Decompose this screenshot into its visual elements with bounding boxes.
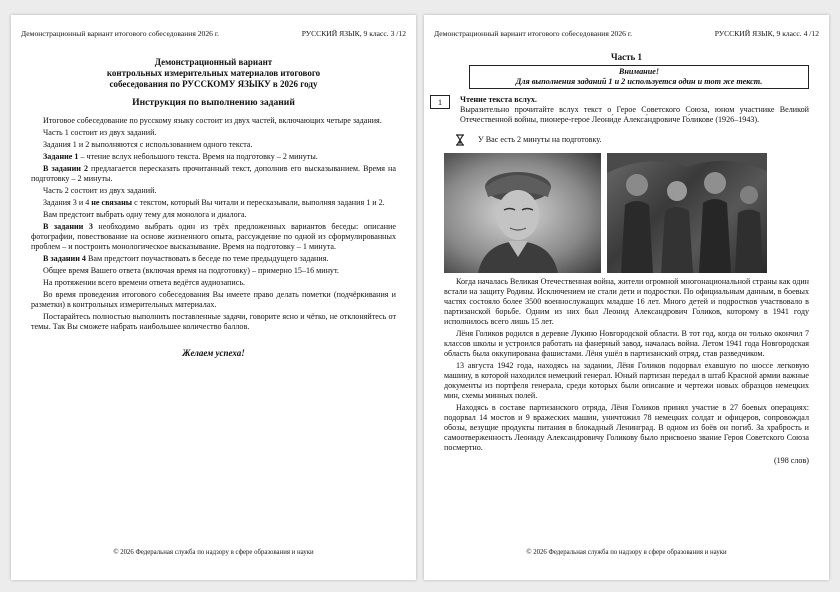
- paragraph-text: необходимо выбрать один из трёх предложенных вариантов беседы: описание фотографии, повествование на основе жизненного опыта, рассуждение по одной из сформулированных проблем – и построить монологическое высказывание. Время на подготовку – 1 минута.: [31, 222, 396, 251]
- paragraph: Итоговое собеседование по русскому языку состоит из двух частей, включающих четыре задания.: [43, 116, 382, 125]
- document-title: [31, 57, 396, 90]
- page-header: [21, 29, 406, 38]
- part-title: Часть 1: [610, 52, 643, 62]
- paragraph-task-1: [31, 152, 396, 162]
- photo-row: [444, 153, 809, 273]
- bold-term: В задании 3: [43, 222, 93, 231]
- text-paragraph: 13 августа 1942 года, находясь на задании, Лёня Голиков подорвал ехавшую по шоссе легковую машину, в которой находился немецкий генерал. Юный партизан передал в штаб Красной армии важные документы из портфеля генерала, среди которых были описание и чертежи новых образцов немецких мин, схемы минных полей.: [444, 361, 809, 400]
- bold-term: Задание 1: [43, 152, 79, 161]
- partisans-figures: [607, 153, 767, 273]
- bold-term: не связаны: [91, 198, 133, 207]
- task-content: [460, 95, 809, 127]
- text-paragraph: Когда началась Великая Отечественная война, жители огромной многонациональной страны как один встали на защиту Родины. Исключением не стали дети и подростки. По официальным данным, в боевых частях состояло более 3500 военнослужащих младше 16 лет. Много детей и подростков участвовало в партизанской борьбе. Одним из них был Леонид Александрович Го́ликов, которому в 1941 году исполнилось всего лишь 15 лет.: [444, 277, 809, 326]
- bold-term: В задании 2: [43, 164, 88, 173]
- instruction-title: Инструкция по выполнению заданий: [132, 97, 295, 108]
- paragraph-text: с текстом, который Вы читали и пересказывали, выполняя задания 1 и 2.: [132, 198, 385, 207]
- page-body: [31, 57, 396, 358]
- word-count: (198 слов): [773, 456, 809, 465]
- page-body: [437, 52, 809, 466]
- paragraph-task-4: [31, 254, 396, 264]
- task-block: [437, 95, 809, 127]
- good-luck-wish: Желаем успеха!: [182, 348, 245, 358]
- paragraph: Общее время Вашего ответа (включая время на подготовку) – примерно 15–16 минут.: [43, 266, 339, 275]
- paragraph: Часть 1 состоит из двух заданий.: [43, 128, 157, 137]
- header-left-text: Демонстрационный вариант итогового собеседования 2026 г.: [434, 29, 632, 38]
- paragraph-task-3: [31, 222, 396, 252]
- paragraph: Часть 2 состоит из двух заданий.: [43, 186, 157, 195]
- attention-box: [469, 65, 809, 89]
- task-number-box: 1: [430, 95, 450, 109]
- paragraph: На протяжении всего времени ответа ведётся аудиозапись.: [43, 278, 246, 287]
- task-title: Чтение текста вслух.: [460, 95, 537, 104]
- title-line: Демонстрационный вариант: [154, 57, 273, 67]
- paragraph-text: предлагается пересказать прочитанный текст, дополнив его высказыванием. Время на подготовку – 2 минуты.: [31, 164, 396, 183]
- paragraph: Во время проведения итогового собеседования Вы имеете право делать пометки (подчёркивания и разметки) в контрольных измерительных материалах.: [31, 290, 396, 309]
- paragraph: Постарайтесь полностью выполнить поставленные задачи, говорите ясно и чётко, не отклоняйтесь от темы. Так Вы сможете набрать наибольшее количество баллов.: [31, 312, 396, 331]
- header-left-text: Демонстрационный вариант итогового собеседования 2026 г.: [21, 29, 219, 38]
- header-right-text: РУССКИЙ ЯЗЫК, 9 класс. 4 /12: [714, 29, 819, 38]
- paragraph-text: – чтение вслух небольшого текста. Время на подготовку – 2 минуты.: [78, 152, 318, 161]
- header-right-text: РУССКИЙ ЯЗЫК, 9 класс. 3 /12: [301, 29, 406, 38]
- attention-title: Внимание!: [618, 67, 660, 76]
- title-line: контрольных измерительных материалов итогового: [106, 68, 321, 78]
- text-paragraph: Лёня Голиков родился в деревне Лукино Новгородской области. В тот год, когда он только окончил 7 классов школы и устроился работать на фане́рный завод, началась война. Летом 1941 года Новгородская область была оккупирована фашистами. Лёня ушёл в партизанский отряд, став разведчиком.: [444, 329, 809, 358]
- partisans-photo: [607, 153, 767, 273]
- page-footer: © 2026 Федеральная служба по надзору в сфере образования и науки: [113, 549, 314, 556]
- page-footer: © 2026 Федеральная служба по надзору в сфере образования и науки: [526, 549, 727, 556]
- page-left: [11, 15, 416, 580]
- hourglass-icon: [454, 134, 466, 146]
- portrait-photo: [444, 153, 601, 273]
- page-right: [424, 15, 829, 580]
- attention-text: Для выполнения заданий 1 и 2 используется один и тот же текст.: [515, 77, 763, 86]
- title-line: собеседования по РУССКОМУ ЯЗЫКУ в 2026 году: [109, 79, 318, 89]
- paragraph: Вам предстоит выбрать одну тему для монолога и диалога.: [43, 210, 247, 219]
- paragraph-text: Вам предстоит поучаствовать в беседе по теме предыдущего задания.: [85, 254, 329, 263]
- paragraph-task-2: [31, 164, 396, 184]
- timer-row: [454, 134, 809, 146]
- text-paragraph: Находясь в составе партизанского отряда, Лёня Голиков принял участие в 27 боевых операциях: подорвал 14 мостов и 9 вражеских машин, уничтожил 78 немецких солдат и офицеров, сопровождал обозы, везущие продукты питания в блокадный Ленинград. В одном из боёв он погиб. За храбрость и самоотверженность Леониду Александровичу Голикову было присвоено звание Героя Советского Союза посмертно.: [444, 403, 809, 452]
- task-instruction: Выразительно прочитайте вслух текст о Герое Советского Союза, юном участнике Великой Отечественной войны, пионере-герое Леони́де Алекса́ндровиче Го́ликове (1926–1943).: [460, 105, 809, 124]
- paragraph-text: Задания 3 и 4: [43, 198, 92, 207]
- paragraph-tasks-3-4: [31, 198, 396, 208]
- timer-text: У Вас есть 2 минуты на подготовку.: [478, 135, 602, 144]
- paragraph: Задания 1 и 2 выполняются с использованием одного текста.: [43, 140, 253, 149]
- portrait-figure: [444, 153, 601, 273]
- bold-term: В задании 4: [43, 254, 86, 263]
- page-header: [434, 29, 819, 38]
